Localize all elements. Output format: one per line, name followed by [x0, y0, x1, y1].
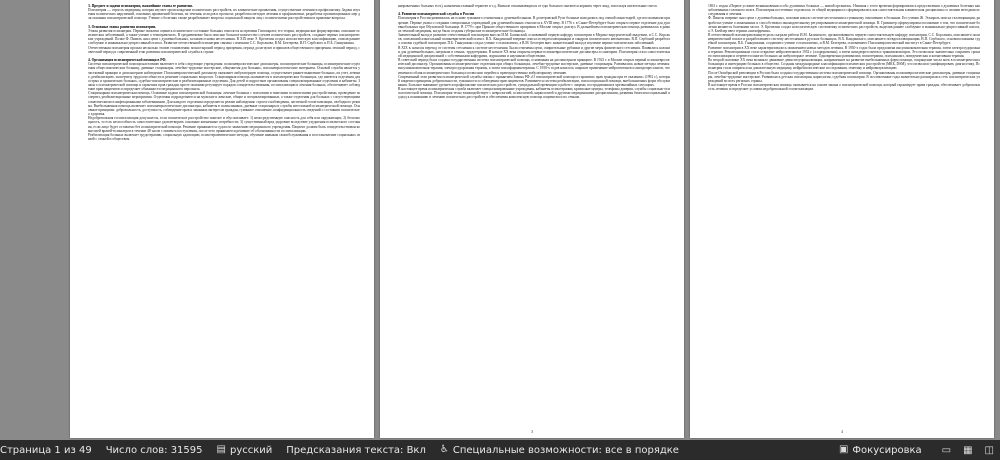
page-text: 3. Предмет и задачи психиатрии, важнейшие этапы ее развития. Психиатрия — отрасль медицины, которая изучает происхождение психических расстройств, их клинические проявления, осуществление лечения и профилактику. Задачи изучения психических нарушений, основных проявлений болезни, их течения, исходов и прогноза; разработка методов лечения и профилактики, разработка организационных мер для оказания психиатрической помощи. Учение о болезнях также разрабатывает вопросы социальной защиты лиц с психическими расстройствами и правовые вопросы. 3. Основные этапы развития психиатрии. Этапы развития психиатрии. Первые попытки оценить психическое состояние больных относятся ко времени Гиппократа; его теория, медицинские формулировки, описание психических заболеваний, а также учение о темпераментах. В средневековье было описано большое количество случаев психических расстройств, создание первых психиатрических учреждений. Позже Ф. Пинель снял цепи с душевнобольных, заложив основы нестеснения. В XIX веке Э. Крепелин создал нозологическую классификацию, описав раннее слабоумие и маниакально-депрессивный психоз. Развитие отечественной психиатрии связано с именами С.С. Корсакова, В.М. Бехтерева, В.П. Сербского и П.Б. Ганнушкина. Отечественная психиатрия прошла несколько этапов становления: монастырский период призрения, период доллгаузов и приказов общественного призрения, земский период, советский период и современный этап развития психиатрической службы в стране. 4. Организация психиатрической помощи в РФ. Система психиатрической помощи населению включает в себя следующие учреждения: психоневрологические диспансеры, психиатрические больницы, психиатрические отделения общесоматических больниц, дневные стационары, лечебно-трудовые мастерские, общежития для больных, психоневрологические интернаты. Основой службы является участковый принцип и диспансерное наблюдение. Психоневрологический диспансер оказывает амбулаторную помощь, осуществляет раннее выявление больных, их учет, лечение, реабилитацию, экспертизу трудоспособности и решение социальных вопросов. Стационарная помощь оказывается в психиатрических больницах, где имеются отделения для острых и хронических больных, судебно-психиатрические и реабилитационные отделения. Для детей и подростков организованы специализированные отделения и кабинеты. Закон о психиатрической помощи и гарантиях прав граждан при ее оказании регулирует порядок освидетельствования, госпитализации и лечения больных, обеспечивает соблюдение прав пациентов и определяет обязанности медицинского персонала. Стационарная психиатрическая помощь. Основные задачи психиатрической больницы: лечение больных с психозами и тяжелыми психическими расстройствами, проведение экспертиз, реабилитационные мероприятия. Отделения подразделяются на мужские и женские, общие и специализированные, а также отделения для больных с сопутствующими соматическими и инфекционными заболеваниями. Для каждого отделения определяется режим наблюдения: строгого наблюдения, частичной госпитализации, свободного режима. Внебольничная помощь включает психоневрологические диспансеры, кабинеты в поликлиниках, дневные стационары и службы неотложной психиатрической помощи. Основные принципы: добровольность, доступность, соблюдение прав и законных интересов граждан, гуманное отношение, конфиденциальность сведений о состоянии психического здоровья. Недобровольная госпитализация допускается, если психическое расстройство тяжелое и обусловливает: 1) непосредственную опасность для себя или окружающих; 2) беспомощность, то есть неспособность самостоятельно удовлетворять основные жизненные потребности; 3) существенный вред здоровью вследствие ухудшения психического состояния, если лицо будет оставлено без психиатрической помощи. Решение принимается судом по заявлению медицинского учреждения. Пациент должен быть освидетельствован комиссией врачей-психиатров в течение 48 часов с момента поступления, после чего принимается решение об обоснованности госпитализации. Реабилитация больных включает трудотерапию, социальную адаптацию, психотерапевтические методы, обучение навыкам самообслуживания и восстановление социальных связей с семьей и обществом.: [88, 4, 361, 141]
page-number: 3: [531, 429, 533, 434]
document-page[interactable]: [690, 0, 994, 438]
word-count-indicator[interactable]: Число слов: 31595: [105, 444, 203, 456]
document-page[interactable]: [70, 0, 374, 438]
text-predictions-indicator[interactable]: Предсказания текста: Вкл: [286, 444, 426, 456]
section-heading: 3. Предмет и задачи психиатрии, важнейшие этапы ее развития.: [88, 4, 193, 8]
web-layout-icon[interactable]: ◫: [984, 444, 994, 456]
document-language-icon: ▤: [216, 444, 226, 455]
section-heading: 4. Организация психиатрической помощи в РФ.: [88, 58, 167, 63]
page-count-indicator[interactable]: Страница 1 из 49: [0, 444, 92, 456]
print-layout-icon[interactable]: ▦: [963, 444, 973, 456]
focus-icon: ▣: [838, 444, 849, 455]
page-number: 4: [841, 429, 843, 434]
document-page[interactable]: [380, 0, 684, 438]
accessibility-checker[interactable]: ♿ Специальные возможности: все в порядке: [439, 444, 679, 456]
focus-mode-button[interactable]: ▣ Фокусировка: [838, 444, 922, 456]
read-mode-icon[interactable]: ▭: [941, 444, 952, 456]
section-heading: 4. Развитие психиатрической службы в России: [398, 12, 475, 17]
accessibility-person-icon: ♿: [439, 444, 449, 455]
paragraph-text: 1861 г. издан «Первое условие возникновения особо душевных больных — живой организм».: [708, 4, 853, 8]
section-heading: 3. Основные этапы развития психиатрии.: [88, 24, 157, 29]
status-bar: [0, 440, 1000, 460]
page-text: 1861 г. издан «Первое условие возникновения особо душевных больных — живой организм». Начиная с этого времени формировались представления о душевных болезнях как заболеваниях головного мозга. Психиатрия постепенно отделилась от общей медицины и сформировалась как самостоятельная клиническая дисциплина со своими методами исследования и лечения. Ф. Пинель впервые снял цепи с душевнобольных, положив начало системе нестеснения и гуманному отношению к больным. Его ученик Ж. Эскироль описал галлюцинации, разработал учение о мономаниях и способствовал законодательному регулированию психиатрической помощи. В. Гризингер сформулировал положение о том, что психические болезни являются болезнями мозга. Э. Крепелин создал нозологическую систематику психических расстройств, выделив раннее слабоумие и маниакально-депрессивный психоз, а Э. Блейлер ввел термин «шизофрения». В отечественной психиатрии важную роль сыграли работы И.М. Балинского, организовавшего первую самостоятельную кафедру психиатрии, С.С. Корсакова, описавшего полиневритический психоз и разработавшего систему нестеснения в русских больницах, В.Х. Кандинского, описавшего псевдогаллюцинации, В.П. Сербского, основоположника судебной психиатрии, П.Б. Ганнушкина, создавшего учение о психопатиях, и В.М. Бехтерева, основавшего Психоневрологический институт в Санкт-Петербурге. Развитие психиатрии в XX веке характеризовалось появлением новых методов лечения. В 1930-х годах была предложена инсулинокоматозная терапия, затем электросудорожная терапия. Революционным стало открытие нейролептиков в 1952 г. (хлорпромазин), а затем антидепрессантов и транквилизаторов. Это позволило значительно сократить сроки госпитализации и перевести многих больных на амбулаторное лечение. Одновременно развивались психотерапия, психоанализ, поведенческая и когнитивная терапия. Во второй половине XX века возникло движение деинституционализации, направленное на развитие внебольничных форм помощи, сокращение числа коек в психиатрических больницах и интеграцию больных в общество. Созданы международные классификации психических расстройств (МКБ, DSM), что позволило унифицировать диагностику. Психиатрия стала опираться на доказательную медицину, нейробиологические исследования, генетику и нейровизуализацию. После Октябрьской революции в России была создана государственная система психиатрической помощи. Организованы психоневрологические диспансеры, дневные стационары, лечебно-трудовые мастерские. Развивалась детская психиатрия, наркология, судебная психиатрия. В послевоенные годы значительно расширилась сеть психиатрических учреждений во всех регионах страны. В настоящее время в России психиатрическая помощь оказывается на основе закона о психиатрической помощи, который гарантирует права граждан, обеспечивает добровольность лечения и определяет условия недобровольной госпитализации.: [708, 4, 980, 92]
language-indicator[interactable]: ▤ русский: [216, 444, 273, 456]
page-text: направленных больных есть), назначены главный терапевт и т.д. Вначале отказывающихся от еды больного пытаются кормить через зонд, используя питательные смеси. 4. Развитие психиатрической службы в России Психиатрия в России развивалась на основе гуманного отношения к душевнобольным. В допетровской Руси больные находились под опекой монастырей, где им оказывали призрение. Первые указы о создании специальных учреждений для душевнобольных относятся к XVIII веку. В 1776 г. в Санкт-Петербурге было открыто первое отделение для душевнобольных при Обуховской больнице. В 1779 г. при Приказе общественного призрения в Москве открыт долгауз. В дальнейшем психиатрическая помощь развивалась в рамках земской медицины, когда были созданы губернские психиатрические больницы. Значительный вклад в развитие отечественной психиатрии внесли И.М. Балинский, основавший первую кафедру психиатрии в Медико-хирургической академии, и С.С. Корсаков, описавший алкогольный полиневритический психоз. В.Х. Кандинский впервые описал псевдогаллюцинации и синдром психического автоматизма. В.П. Сербский разработал основы судебной психиатрии. П.Б. Ганнушкин создал учение о психопатиях, а В.М. Бехтерев внес значительный вклад в изучение нервно-психических заболеваний. В XIX в. начался переход от системы стеснения к системе нестеснения. Были отменены цепи, смирительные рубашки и другие меры физического стеснения. Появились колонии для душевнобольных, патронаж в семьях, трудотерапия. В начале XX века открыты первые психоневрологические диспансеры и санатории. Психиатрия стала самостоятельной медицинской дисциплиной с собственными кафедрами, журналами и научными обществами. В советский период была создана государственная система психиатрической помощи, основанная на диспансерном принципе. В 1923 г. в Москве открыт первый психоневрологический диспансер. Организованы психиатрические отделения при общих больницах, лечебно-трудовые мастерские, дневные стационары. Развивались новые методы лечения: инсулинокоматозная терапия, электросудорожная терапия, а затем психофармакотерапия. С 1950-х годов началось широкое применение нейролептиков и антидепрессантов, что изменило облик психиатрических больниц и позволило перейти к преимущественно амбулаторному лечению. Современный этап развития психиатрической службы связан с принятием Закона РФ «О психиатрической помощи и гарантиях прав граждан при ее оказании» (1992 г.), который закрепил принципы добровольности, гуманности и соблюдения прав пациентов. Развивается система реабилитации, психосоциальной помощи, внебольничных форм обслуживания. Большое внимание уделяется профилактике психических расстройств, суицидальной превенции и работе с лицами, пострадавшими в чрезвычайных ситуациях. В настоящее время психиатрическая служба включает специализированные учреждения, кабинеты психотерапии, кризисные центры, телефоны доверия, службы социально-психологической помощи. Психиатрия тесно взаимодействует с неврологией, психологией, наркологией и другими медицинскими дисциплинами, развивая биопсихосоциальный подход к пониманию и лечению психических расстройств и обеспечивая комплексную помощь пациентам и их семьям.: [398, 4, 670, 100]
